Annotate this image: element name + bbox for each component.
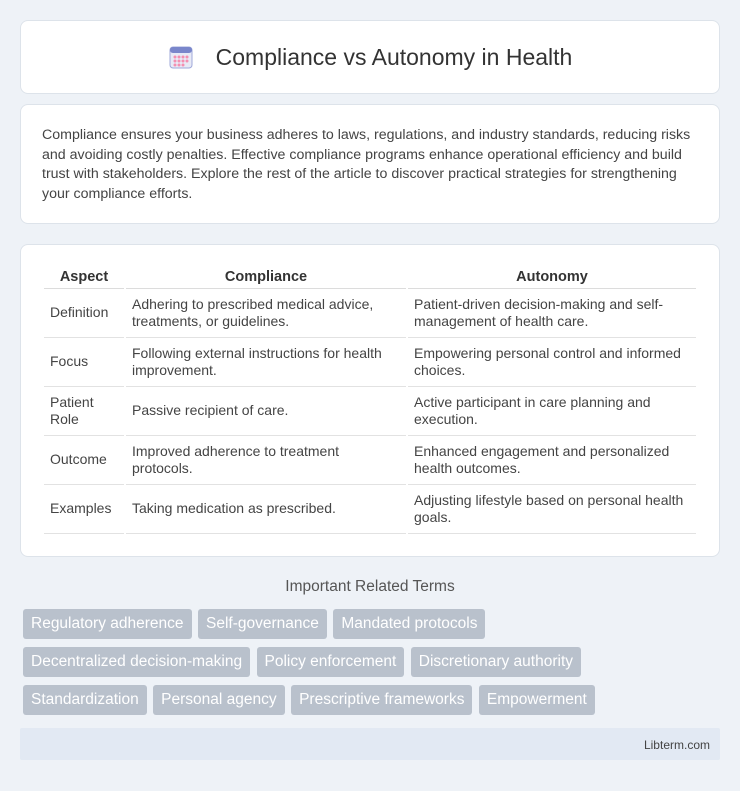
table-row	[44, 436, 696, 485]
term-tag[interactable]: Self-governance	[198, 609, 327, 639]
cell-aspect: Examples	[44, 485, 124, 534]
comparison-table-card	[20, 244, 720, 557]
intro-text: Compliance ensures your business adheres to laws, regulations, and industry standards, reducing risks and avoiding costly penalties. Effective compliance programs enhance operational efficiency and build trust with stakeholders. Explore the rest of the article to discover practical strategies for strengthening your compliance efforts.	[42, 127, 691, 202]
table-row	[44, 485, 696, 534]
comparison-table	[42, 263, 698, 534]
header-compliance: Compliance	[126, 263, 406, 289]
term-tag[interactable]: Prescriptive frameworks	[291, 685, 472, 715]
cell-compliance: Taking medication as prescribed.	[126, 485, 406, 534]
cell-autonomy: Patient-driven decision-making and self-management of health care.	[408, 289, 696, 338]
table-row	[44, 289, 696, 338]
table-header-row	[44, 263, 696, 289]
term-tag[interactable]: Personal agency	[153, 685, 284, 715]
cell-autonomy: Enhanced engagement and personalized health outcomes.	[408, 436, 696, 485]
cell-autonomy: Empowering personal control and informed choices.	[408, 338, 696, 387]
cell-autonomy: Adjusting lifestyle based on personal health goals.	[408, 485, 696, 534]
term-tag[interactable]: Policy enforcement	[257, 647, 405, 677]
term-tag[interactable]: Empowerment	[479, 685, 595, 715]
table-row	[44, 338, 696, 387]
footer-link[interactable]: Libterm.com	[643, 738, 710, 752]
header-card	[20, 20, 720, 94]
header-autonomy: Autonomy	[408, 263, 696, 289]
term-tag[interactable]: Discretionary authority	[411, 647, 581, 677]
related-terms-title: Important Related Terms	[285, 578, 455, 595]
footer	[20, 728, 720, 760]
header-aspect: Aspect	[44, 263, 124, 289]
cell-aspect: Outcome	[44, 436, 124, 485]
cell-compliance: Improved adherence to treatment protocols.	[126, 436, 406, 485]
related-terms-list	[23, 609, 723, 723]
term-tag[interactable]: Decentralized decision-making	[23, 647, 250, 677]
page-title: Compliance vs Autonomy in Health	[215, 43, 573, 70]
cell-compliance: Passive recipient of care.	[126, 387, 406, 436]
cell-aspect: Definition	[44, 289, 124, 338]
calendar-icon	[168, 44, 194, 70]
cell-aspect: Patient Role	[44, 387, 124, 436]
table-row	[44, 387, 696, 436]
cell-autonomy: Active participant in care planning and execution.	[408, 387, 696, 436]
intro-card	[20, 104, 720, 224]
term-tag[interactable]: Regulatory adherence	[23, 609, 192, 639]
cell-aspect: Focus	[44, 338, 124, 387]
cell-compliance: Adhering to prescribed medical advice, treatments, or guidelines.	[126, 289, 406, 338]
term-tag[interactable]: Standardization	[23, 685, 147, 715]
term-tag[interactable]: Mandated protocols	[333, 609, 485, 639]
cell-compliance: Following external instructions for health improvement.	[126, 338, 406, 387]
